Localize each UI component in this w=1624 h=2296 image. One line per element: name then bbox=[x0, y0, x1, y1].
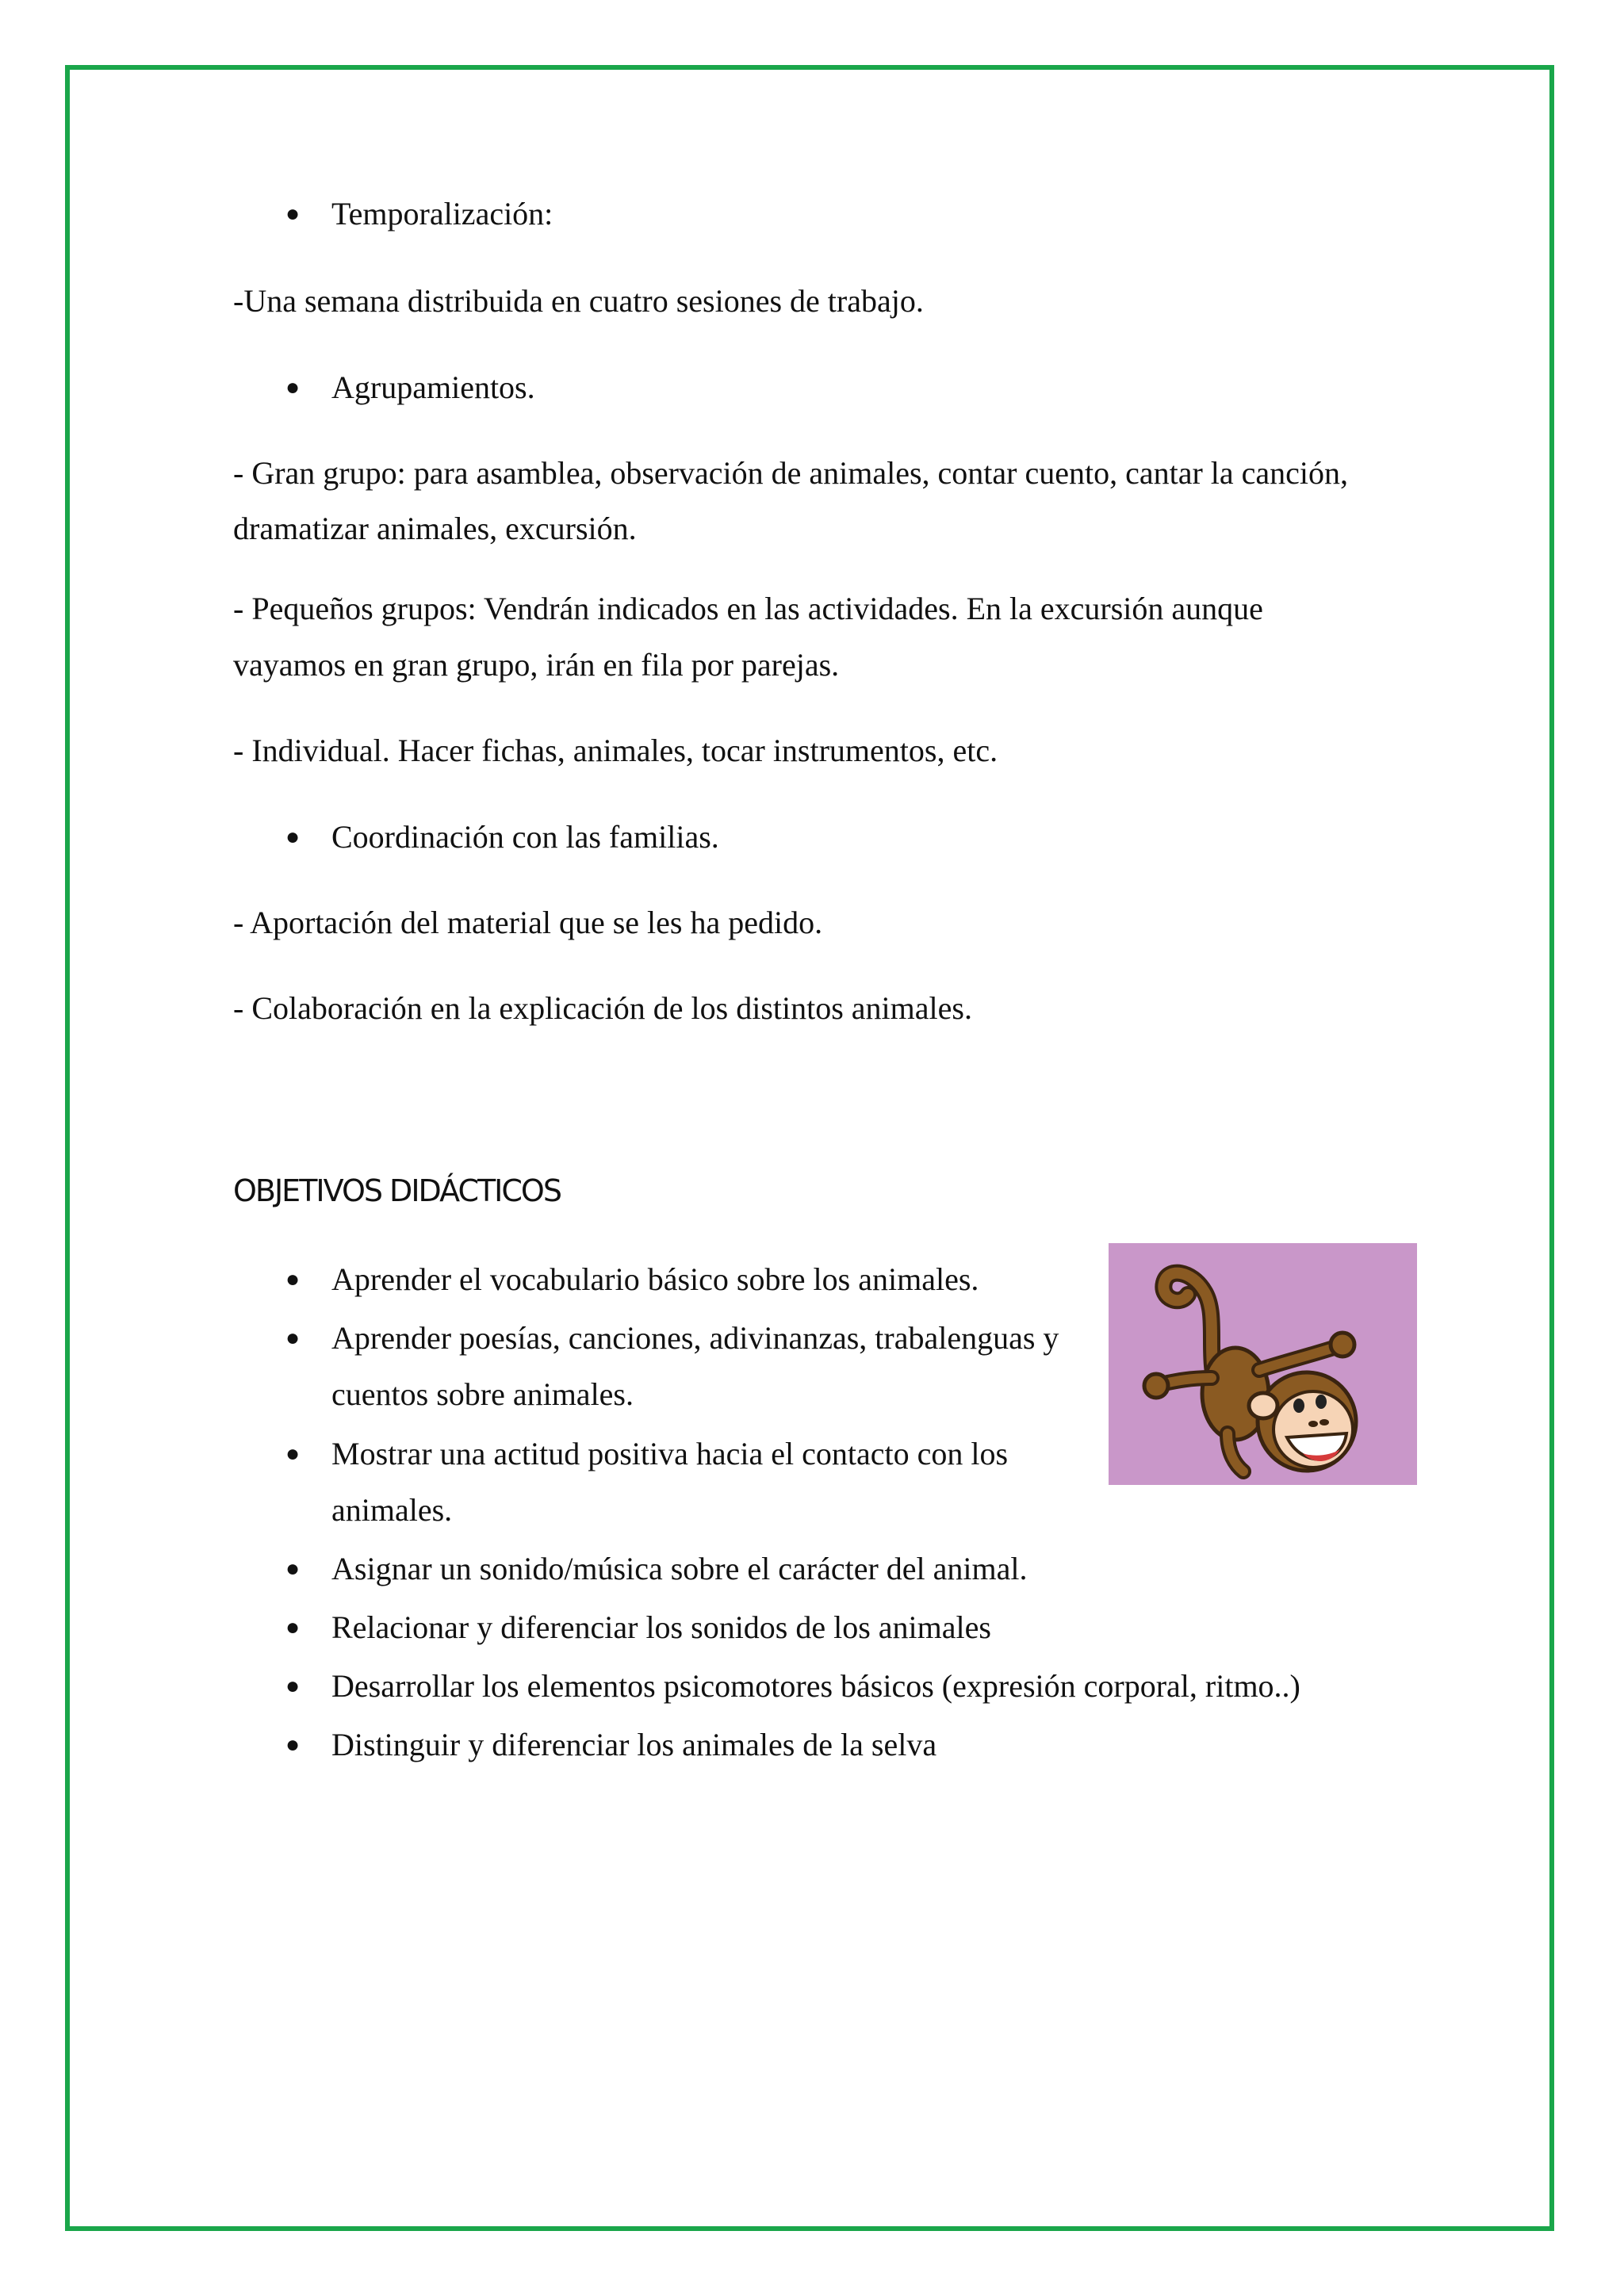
bullet-temporalizacion: Temporalización: bbox=[331, 196, 553, 232]
bullet-dot-icon: ● bbox=[285, 824, 301, 850]
pequenos-grupos-line-2: vayamos en gran grupo, irán en fila por parejas. bbox=[233, 647, 840, 683]
bullet-dot-icon: ● bbox=[285, 1732, 301, 1758]
monkey-eye bbox=[1316, 1395, 1327, 1409]
individual-text: - Individual. Hacer fichas, animales, tocar instrumentos, etc. bbox=[233, 733, 998, 768]
bullet-dot-icon: ● bbox=[285, 1614, 301, 1640]
objetivo-item-7: Distinguir y diferenciar los animales de la selva bbox=[331, 1727, 937, 1762]
coordinacion-item-2: - Colaboración en la explicación de los distintos animales. bbox=[233, 990, 972, 1026]
monkey-ear bbox=[1249, 1393, 1277, 1418]
objetivo-item-3-line-1: Mostrar una actitud positiva hacia el contacto con los bbox=[331, 1436, 1009, 1471]
objetivo-item-2-line-1: Aprender poesías, canciones, adivinanzas, trabalenguas y bbox=[331, 1320, 1059, 1356]
bullet-agrupamientos: Agrupamientos. bbox=[331, 369, 535, 405]
gran-grupo-line-2: dramatizar animales, excursión. bbox=[233, 511, 637, 546]
monkey-illustration bbox=[1109, 1243, 1417, 1485]
bullet-coordinacion: Coordinación con las familias. bbox=[331, 819, 719, 855]
bullet-dot-icon: ● bbox=[285, 1266, 301, 1292]
coordinacion-item-1: - Aportación del material que se les ha pedido. bbox=[233, 905, 823, 940]
bullet-dot-icon: ● bbox=[285, 1673, 301, 1699]
monkey-hand-left bbox=[1144, 1374, 1168, 1398]
bullet-dot-icon: ● bbox=[285, 1325, 301, 1351]
bullet-dot-icon: ● bbox=[285, 374, 301, 400]
monkey-hand-right bbox=[1331, 1333, 1354, 1357]
objetivo-item-1: Aprender el vocabulario básico sobre los animales. bbox=[331, 1261, 979, 1297]
monkey-eye bbox=[1293, 1399, 1304, 1413]
pequenos-grupos-line-1: - Pequeños grupos: Vendrán indicados en las actividades. En la excursión aunque bbox=[233, 591, 1263, 626]
bullet-dot-icon: ● bbox=[285, 1441, 301, 1467]
temporalizacion-text: -Una semana distribuida en cuatro sesiones de trabajo. bbox=[233, 283, 924, 319]
objetivo-item-3-line-2: animales. bbox=[331, 1492, 453, 1528]
bullet-dot-icon: ● bbox=[285, 201, 301, 227]
objetivo-item-2-line-2: cuentos sobre animales. bbox=[331, 1376, 634, 1412]
objetivo-item-6: Desarrollar los elementos psicomotores básicos (expresión corporal, ritmo..) bbox=[331, 1668, 1300, 1704]
section-heading: OBJETIVOS DIDÁCTICOS bbox=[233, 1173, 561, 1208]
gran-grupo-line-1: - Gran grupo: para asamblea, observación de animales, contar cuento, cantar la canción, bbox=[233, 455, 1349, 491]
objetivo-item-4: Asignar un sonido/música sobre el carácter del animal. bbox=[331, 1551, 1028, 1586]
objetivo-item-5: Relacionar y diferenciar los sonidos de los animales bbox=[331, 1609, 991, 1645]
bullet-dot-icon: ● bbox=[285, 1556, 301, 1582]
